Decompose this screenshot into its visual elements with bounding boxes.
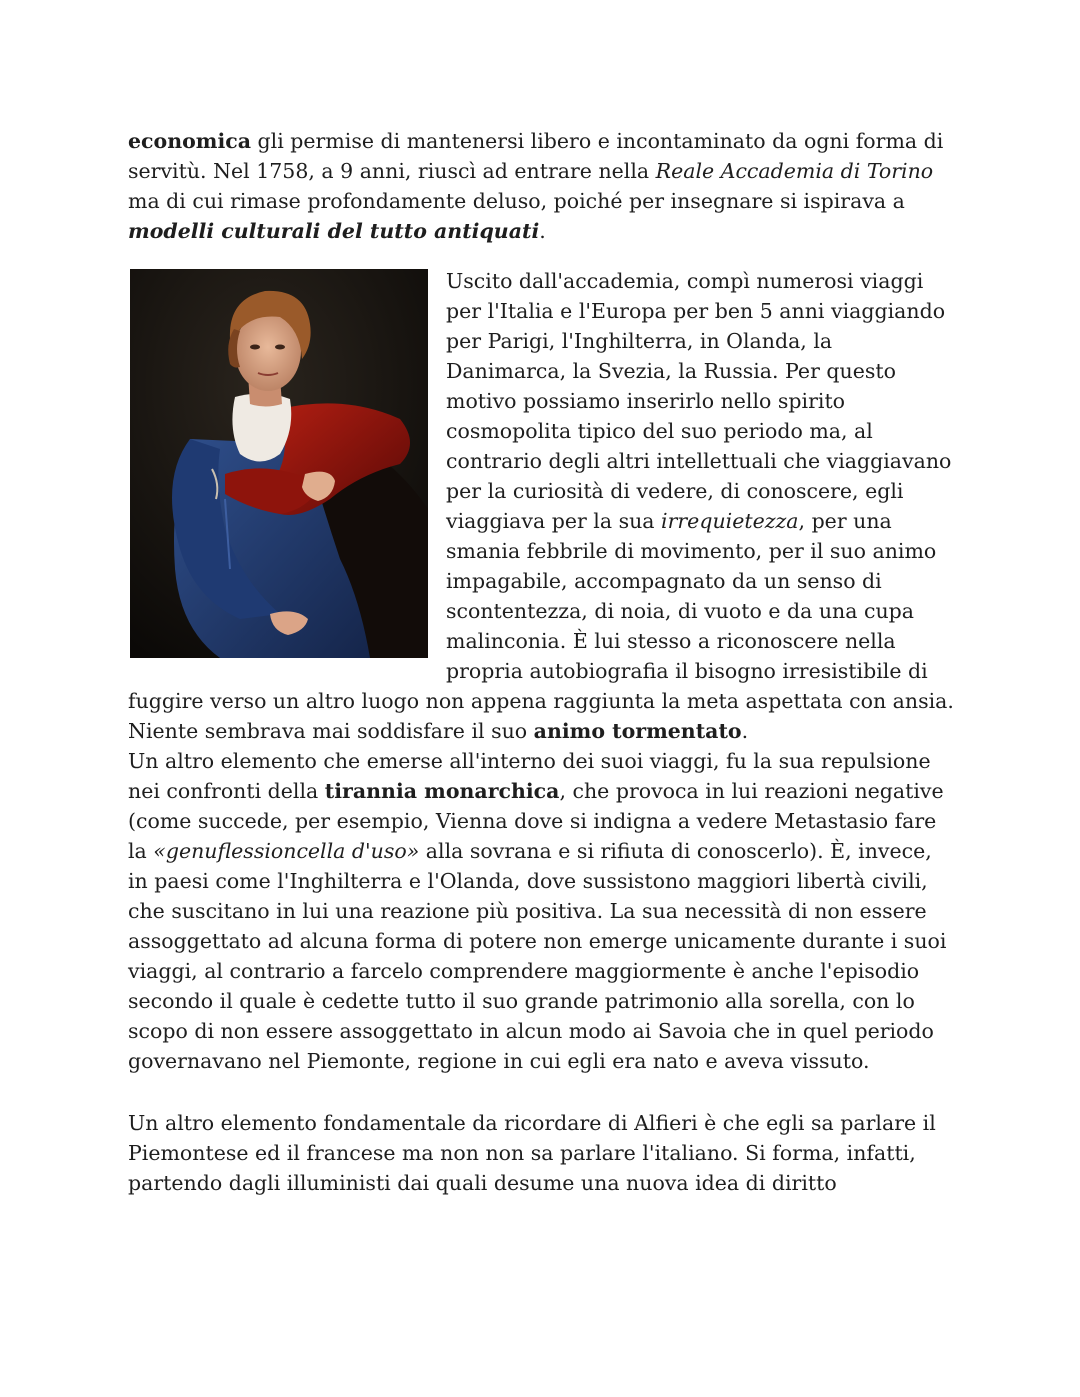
portrait-section (128, 266, 958, 746)
paragraph-accademia: economica gli permise di mantenersi libero e incontaminato da ogni forma di servitù. Nel 1758, a 9 anni, riuscì ad entrare nella Reale Accademia di Torino ma di cui rimase profondamente deluso, poiché per insegnare si ispirava a modelli culturali del tutto antiquati. (128, 129, 944, 243)
paragraph-tirannia: Un altro elemento che emerse all'interno dei suoi viaggi, fu la sua repulsione nei confronti della tirannia monarchica, che provoca in lui reazioni negative (come succede, per esempio, Vienna dove si indigna a vedere Metastasio fare la «genuflessioncella d'uso» alla sovrana e si rifiuta di conoscerlo). È, invece, in paesi come l'Inghilterra e l'Olanda, dove sussistono maggiori libertà civili, che suscitano in lui una reazione più positiva. La sua necessità di non essere assoggettato ad alcuna forma di potere non emerge unicamente durante i suoi viaggi, al contrario a farcelo comprendere maggiormente è anche l'episodio secondo il quale è cedette tutto il suo grande patrimonio alla sorella, con lo scopo di non essere assoggettato in alcun modo ai Savoia che in quel periodo governavano nel Piemonte, regione in cui egli era nato e aveva vissuto. (128, 749, 947, 1073)
italic-genuflessioncella: «genuflessioncella d'uso» (153, 839, 420, 863)
bold-italic-modelli: modelli culturali del tutto antiquati (128, 219, 540, 243)
paragraph-viaggi: Uscito dall'accademia, compì numerosi viaggi per l'Italia e l'Europa per ben 5 anni viaggiando per Parigi, l'Inghilterra, in Olanda, la Danimarca, la Svezia, la Russia. Per questo motivo possiamo inserirlo nello spirito cosmopolita tipico del suo periodo ma, al contrario degli altri intellettuali che viaggiavano per la curiosità di vedere, di conoscere, egli viaggiava per la sua irrequietezza, per una smania febbrile di movimento, per il suo animo impagabile, accompagnato da un senso di scontentezza, di noia, di vuoto e da una cupa malinconia. È lui stesso a riconoscere nella propria autobiografia il bisogno irresistibile di fuggire verso un altro luogo non appena raggiunta la meta aspettata con ansia. Niente sembrava mai soddisfare il suo animo tormentato. (128, 269, 954, 743)
paragraph-lingua: Un altro elemento fondamentale da ricordare di Alfieri è che egli sa parlare il Piemontese ed il francese ma non non sa parlare l'italiano. Si forma, infatti, partendo dagli illuministi dai quali desume una nuova idea di diritto (128, 1111, 936, 1195)
bold-tirannia-monarchica: tirannia monarchica (324, 779, 560, 803)
italic-irrequietezza: irrequietezza (661, 509, 799, 533)
portrait-image (130, 269, 428, 658)
document-page (128, 126, 958, 1198)
bold-animo-tormentato: animo tormentato (533, 719, 742, 743)
italic-reale-accademia: Reale Accademia di Torino (655, 159, 934, 183)
bold-economica: economica (128, 129, 252, 153)
